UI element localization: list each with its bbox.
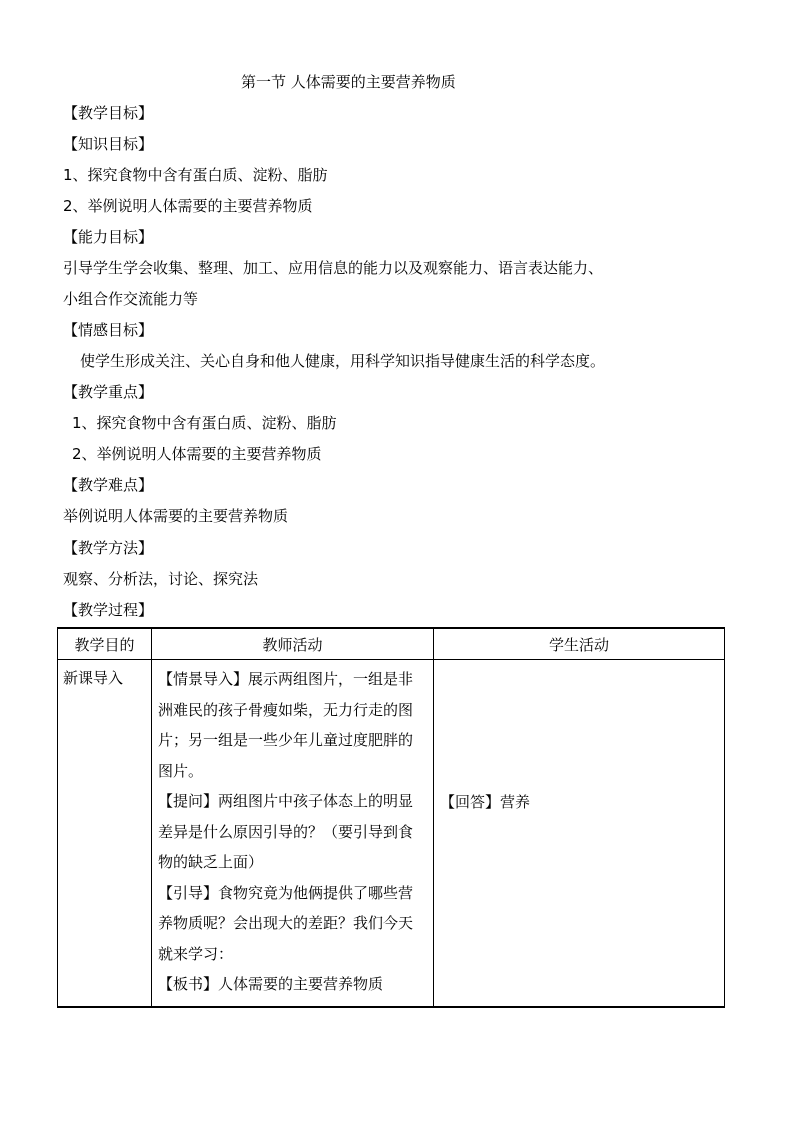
table-header-teacher: 教师活动 [152, 628, 434, 660]
method-heading: 【教学方法】 [63, 539, 154, 557]
ability-goal-text: 小组合作交流能力等 [63, 290, 199, 308]
teacher-guidance: 【引导】食物究竟为他俩提供了哪些营养物质呢？会出现大的差距？我们今天就来学习： [158, 883, 414, 963]
knowledge-goal-heading: 【知识目标】 [63, 135, 154, 153]
teacher-question: 【提问】两组图片中孩子体态上的明显差异是什么原因引导的？（要引导到食物的缺乏上面） [158, 792, 414, 871]
knowledge-goal-item: 1、探究食物中含有蛋白质、淀粉、脂肪 [63, 166, 328, 184]
teaching-process-table [57, 627, 725, 1008]
emotion-goal-text: 使学生形成关注、关心自身和他人健康，用科学知识指导健康生活的科学态度。 [80, 352, 606, 370]
key-point-item: 1、探究食物中含有蛋白质、淀粉、脂肪 [72, 414, 337, 432]
table-header-student: 学生活动 [434, 628, 725, 660]
goal-cell: 新课导入 [58, 660, 152, 1008]
teacher-activity-cell [152, 660, 434, 1008]
emotion-goal-heading: 【情感目标】 [63, 321, 154, 339]
table-header-row [58, 628, 725, 660]
teacher-scenario-intro: 【情景导入】展示两组图片，一组是非洲难民的孩子骨瘦如柴，无力行走的图片；另一组是一些少年儿童过度肥胖的图片。 [158, 670, 414, 780]
table-row [58, 660, 725, 1008]
teaching-goal-heading: 【教学目标】 [63, 104, 154, 122]
difficulty-heading: 【教学难点】 [63, 476, 154, 494]
knowledge-goal-item: 2、举例说明人体需要的主要营养物质 [63, 197, 313, 215]
method-text: 观察、分析法，讨论、探究法 [63, 570, 259, 588]
ability-goal-text: 引导学生学会收集、整理、加工、应用信息的能力以及观察能力、语言表达能力、 [63, 259, 604, 277]
student-answer: 【回答】营养 [440, 793, 531, 811]
ability-goal-heading: 【能力目标】 [63, 228, 154, 246]
page-title: 第一节 人体需要的主要营养物质 [241, 73, 456, 91]
key-point-item: 2、举例说明人体需要的主要营养物质 [72, 445, 322, 463]
key-points-heading: 【教学重点】 [63, 383, 154, 401]
process-heading: 【教学过程】 [63, 601, 154, 619]
teacher-board-writing: 【板书】人体需要的主要营养物质 [158, 975, 384, 993]
table-header-goal: 教学目的 [58, 628, 152, 660]
difficulty-text: 举例说明人体需要的主要营养物质 [63, 507, 289, 525]
student-activity-cell [434, 660, 725, 1008]
